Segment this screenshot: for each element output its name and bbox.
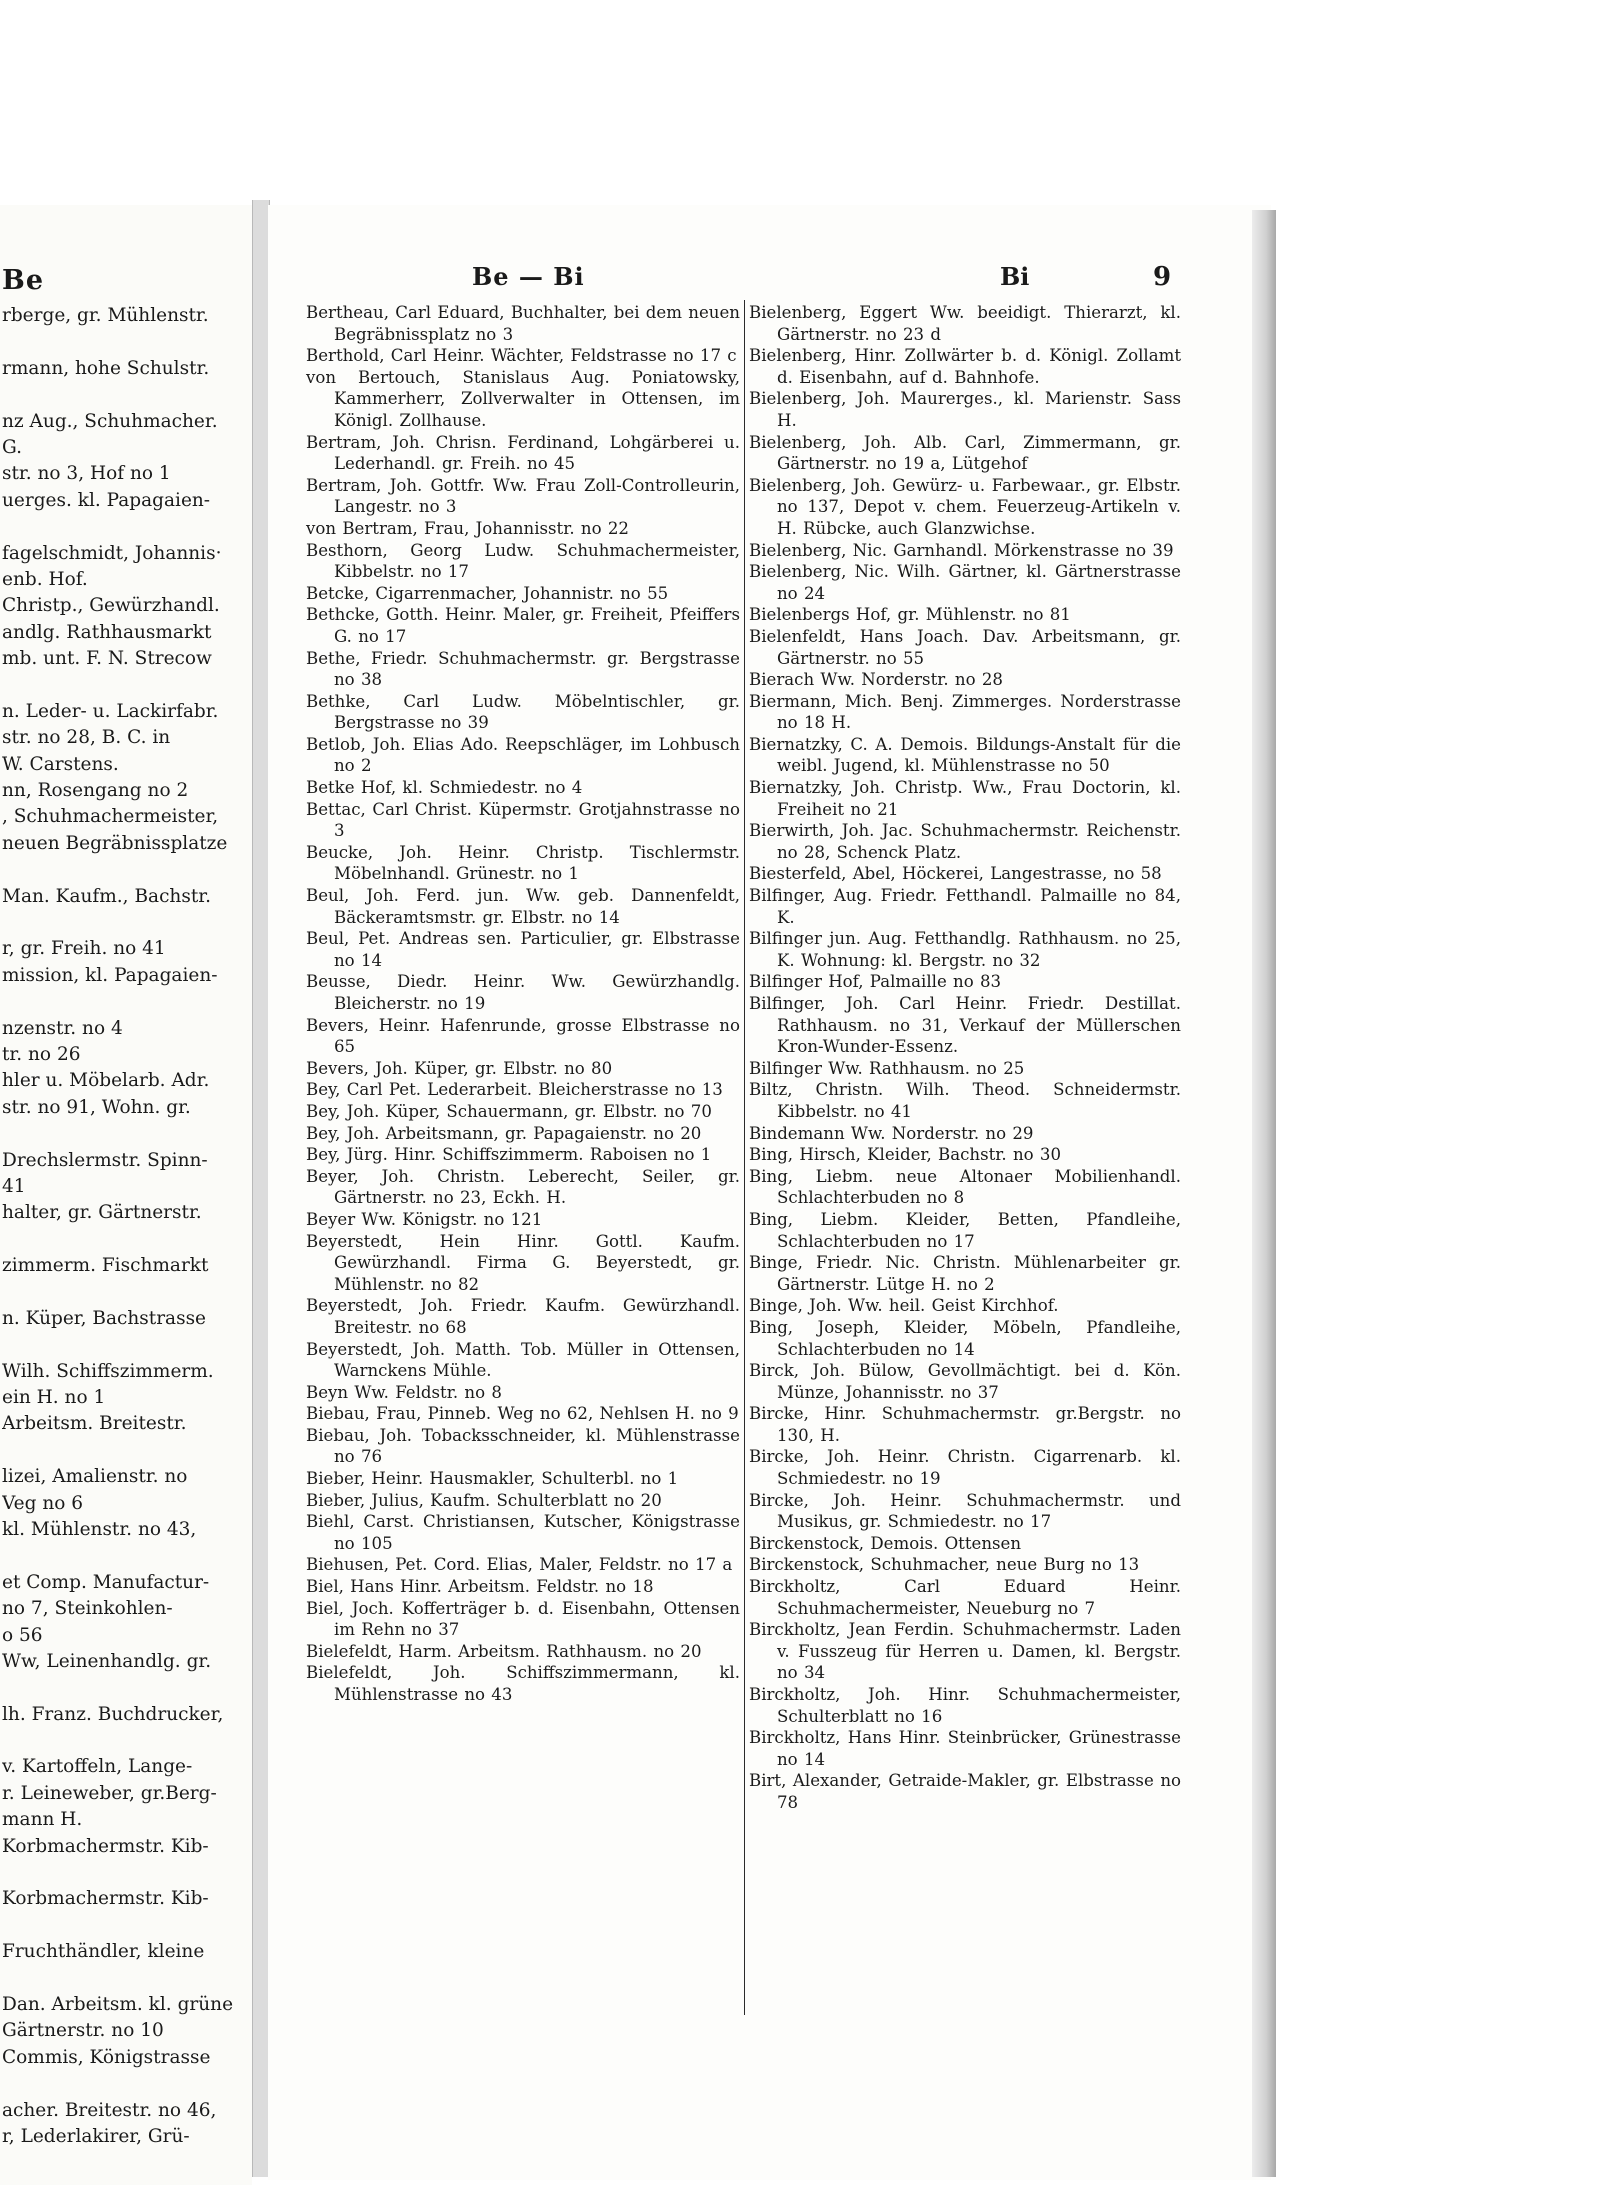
directory-entry: Besthorn, Georg Ludw. Schuhmachermeister, Kibbelstr. no 17 bbox=[306, 540, 740, 582]
directory-entry: Betlob, Joh. Elias Ado. Reepschläger, im Lohbusch no 2 bbox=[306, 734, 740, 776]
directory-entry: Beyer Ww. Königstr. no 121 bbox=[306, 1209, 543, 1229]
directory-entry: Beucke, Joh. Heinr. Christp. Tischlermstr. Möbelnhandl. Grünestr. no 1 bbox=[306, 842, 740, 884]
directory-entry: Bielenberg, Nic. Wilh. Gärtner, kl. Gärtnerstrasse no 24 bbox=[749, 562, 1181, 603]
left-page-line: W. Carstens. bbox=[2, 753, 119, 775]
directory-entry: Beul, Pet. Andreas sen. Particulier, gr. Elbstrasse no 14 bbox=[306, 929, 740, 970]
directory-entry: Birckenstock, Schuhmacher, neue Burg no 13 bbox=[749, 1555, 1140, 1575]
directory-entry: Beul, Joh. Ferd. jun. Ww. geb. Dannenfeldt, Bäckeramtsmstr. gr. Elbstr. no 14 bbox=[306, 886, 740, 927]
left-page-line: rberge, gr. Mühlenstr. bbox=[2, 305, 209, 326]
left-page-line: nz Aug., Schuhmacher. bbox=[2, 410, 218, 432]
directory-entry: Bielefeldt, Joh. Schiffszimmermann, kl. Mühlenstrasse no 43 bbox=[306, 1663, 740, 1704]
left-page-line: Dan. Arbeitsm. kl. grüne bbox=[2, 1994, 234, 2015]
directory-entry: Bilfinger Hof, Palmaille no 83 bbox=[749, 972, 1002, 992]
directory-entry: Bertheau, Carl Eduard, Buchhalter, bei dem neuen Begräbnissplatz no 3 bbox=[306, 303, 740, 344]
left-page-line bbox=[2, 514, 250, 540]
left-page-line: Korbmachermstr. Kib- bbox=[2, 1888, 209, 1910]
directory-entry: Biel, Hans Hinr. Arbeitsm. Feldstr. no 18 bbox=[306, 1577, 654, 1597]
directory-entry: Beyerstedt, Joh. Matth. Tob. Müller in Ottensen, Warnckens Mühle. bbox=[306, 1339, 740, 1381]
left-page-line: Veg no 6 bbox=[2, 1492, 84, 1514]
directory-column-left bbox=[306, 302, 740, 1706]
left-page-line bbox=[2, 857, 250, 883]
left-page-line: ein H. no 1 bbox=[2, 1387, 106, 1409]
left-page-line bbox=[2, 2071, 250, 2097]
left-page-line bbox=[2, 1279, 250, 1305]
directory-entry: Bettac, Carl Christ. Küpermstr. Grotjahnstrasse no 3 bbox=[306, 799, 740, 841]
directory-entry: von Bertouch, Stanislaus Aug. Poniatowsky, Kammerherr, Zollverwalter in Ottensen, im Königl. Zollhause. bbox=[306, 367, 740, 430]
directory-entry: Biermann, Mich. Benj. Zimmerges. Norderstrasse no 18 H. bbox=[749, 691, 1181, 733]
directory-entry: Birckholtz, Joh. Hinr. Schuhmachermeister, Schulterblatt no 16 bbox=[749, 1685, 1181, 1726]
directory-entry: Bertram, Joh. Gottfr. Ww. Frau Zoll-Controlleurin, Langestr. no 3 bbox=[306, 475, 740, 517]
running-header-range: Be — Bi bbox=[472, 262, 585, 291]
directory-entry: Bing, Hirsch, Kleider, Bachstr. no 30 bbox=[749, 1145, 1062, 1165]
directory-entry: Biebau, Frau, Pinneb. Weg no 62, Nehlsen H. no 9 bbox=[306, 1404, 739, 1424]
left-page-line bbox=[2, 1121, 250, 1147]
left-page-line: enb. Hof. bbox=[2, 568, 88, 590]
directory-entry: Bevers, Joh. Küper, gr. Elbstr. no 80 bbox=[306, 1058, 613, 1078]
directory-entry: Bing, Liebm. neue Altonaer Mobilienhandl. Schlachterbuden no 8 bbox=[749, 1166, 1181, 1208]
directory-entry: Beyn Ww. Feldstr. no 8 bbox=[306, 1382, 502, 1402]
left-page-line: kl. Mühlenstr. no 43, bbox=[2, 1518, 197, 1540]
left-page-line: acher. Breitestr. no 46, bbox=[2, 2099, 217, 2121]
left-page-line bbox=[2, 1332, 250, 1358]
left-page-line: r, gr. Freih. no 41 bbox=[2, 938, 166, 960]
left-page-line: mb. unt. F. N. Strecow bbox=[2, 648, 212, 670]
column-divider bbox=[744, 300, 745, 2015]
previous-page-fragment bbox=[0, 205, 252, 2185]
page-edge-shadow bbox=[1252, 210, 1276, 2177]
left-page-line bbox=[2, 1728, 250, 1754]
directory-entry: Biehl, Carst. Christiansen, Kutscher, Königstrasse no 105 bbox=[306, 1512, 740, 1553]
left-page-line: andlg. Rathhausmarkt bbox=[2, 621, 212, 643]
left-page-line bbox=[2, 1438, 250, 1464]
left-page-line: zimmerm. Fischmarkt bbox=[2, 1255, 209, 1277]
directory-entry: Birck, Joh. Bülow, Gevollmächtigt. bei d. Kön. Münze, Johannisstr. no 37 bbox=[749, 1361, 1181, 1402]
left-page-line: et Comp. Manufactur- bbox=[2, 1571, 210, 1593]
directory-entry: Bielenberg, Joh. Gewürz- u. Farbewaar., gr. Elbstr. no 137, Depot v. chem. Feuerzeug-Artikeln v. H. Rübcke, auch Glanzwichse. bbox=[749, 475, 1181, 538]
directory-entry: Bielenbergs Hof, gr. Mühlenstr. no 81 bbox=[749, 605, 1071, 625]
left-page-line: nn, Rosengang no 2 bbox=[2, 780, 189, 802]
directory-entry: Bieber, Julius, Kaufm. Schulterblatt no 20 bbox=[306, 1490, 662, 1510]
left-page-line: , Schuhmachermeister, bbox=[2, 806, 219, 828]
directory-entry: Bilfinger Ww. Rathhausm. no 25 bbox=[749, 1058, 1025, 1078]
left-page-line bbox=[2, 1913, 250, 1939]
left-page-line: Ww, Leinenhandlg. gr. bbox=[2, 1650, 212, 1672]
directory-entry: Bey, Carl Pet. Lederarbeit. Bleicherstrasse no 13 bbox=[306, 1080, 723, 1100]
left-page-line bbox=[2, 1966, 250, 1992]
directory-entry: Birckenstock, Demois. Ottensen bbox=[749, 1533, 1022, 1553]
directory-entry: Bilfinger jun. Aug. Fetthandlg. Rathhausm. no 25, K. Wohnung: kl. Bergstr. no 32 bbox=[749, 929, 1181, 970]
left-page-line bbox=[2, 382, 250, 408]
left-page-line: lizei, Amalienstr. no bbox=[2, 1466, 188, 1488]
directory-entry: Binge, Joh. Ww. heil. Geist Kirchhof. bbox=[749, 1296, 1059, 1316]
directory-entry: Bethe, Friedr. Schuhmachermstr. gr. Bergstrasse no 38 bbox=[306, 648, 740, 690]
directory-entry: Bieber, Heinr. Hausmakler, Schulterbl. no 1 bbox=[306, 1469, 679, 1489]
left-page-line bbox=[2, 1543, 250, 1569]
directory-entry: Bevers, Heinr. Hafenrunde, grosse Elbstrasse no 65 bbox=[306, 1015, 740, 1057]
left-page-line: o 56 bbox=[2, 1624, 43, 1646]
left-page-line bbox=[2, 989, 250, 1015]
directory-entry: Biel, Joch. Kofferträger b. d. Eisenbahn, Ottensen im Rehn no 37 bbox=[306, 1598, 740, 1640]
directory-entry: Beusse, Diedr. Heinr. Ww. Gewürzhandlg. Bleicherstr. no 19 bbox=[306, 972, 740, 1013]
directory-entry: Bierach Ww. Norderstr. no 28 bbox=[749, 670, 1003, 690]
left-page-line bbox=[2, 910, 250, 936]
directory-entry: Bielenberg, Hinr. Zollwärter b. d. Königl. Zollamt d. Eisenbahn, auf d. Bahnhofe. bbox=[749, 346, 1181, 387]
directory-entry: Bierwirth, Joh. Jac. Schuhmachermstr. Reichenstr. no 28, Schenck Platz. bbox=[749, 821, 1181, 862]
left-page-line: mann H. bbox=[2, 1809, 83, 1831]
left-page-line: tr. no 26 bbox=[2, 1043, 81, 1065]
directory-entry: Birckholtz, Hans Hinr. Steinbrücker, Grünestrasse no 14 bbox=[749, 1728, 1181, 1769]
directory-entry: Berthold, Carl Heinr. Wächter, Feldstrasse no 17 c bbox=[306, 346, 737, 366]
running-header-right: Bi bbox=[1000, 262, 1030, 291]
left-page-line: uerges. kl. Papagaien- bbox=[2, 489, 211, 511]
left-page-line: fagelschmidt, Johannis· bbox=[2, 542, 222, 564]
directory-entry: Bielenberg, Joh. Alb. Carl, Zimmermann, gr. Gärtnerstr. no 19 a, Lütgehof bbox=[749, 432, 1181, 474]
left-page-line bbox=[2, 1675, 250, 1701]
left-page-line: Wilh. Schiffszimmerm. bbox=[2, 1360, 214, 1382]
left-page-line: v. Kartoffeln, Lange- bbox=[2, 1756, 193, 1778]
left-page-line bbox=[2, 329, 250, 355]
directory-entry: Beyer, Joh. Christn. Leberecht, Seiler, gr. Gärtnerstr. no 23, Eckh. H. bbox=[306, 1166, 740, 1208]
left-page-line: lh. Franz. Buchdrucker, bbox=[2, 1703, 224, 1725]
left-page-line: G. bbox=[2, 436, 22, 458]
directory-entry: Betcke, Cigarrenmacher, Johannistr. no 55 bbox=[306, 583, 669, 603]
directory-entry: Biebau, Joh. Tobacksschneider, kl. Mühlenstrasse no 76 bbox=[306, 1425, 740, 1467]
left-page-line: str. no 91, Wohn. gr. bbox=[2, 1096, 191, 1118]
directory-entry: Bielenfeldt, Hans Joach. Dav. Arbeitsmann, gr. Gärtnerstr. no 55 bbox=[749, 626, 1181, 668]
directory-entry: Bey, Jürg. Hinr. Schiffszimmerm. Raboisen no 1 bbox=[306, 1145, 712, 1165]
directory-entry: Biehusen, Pet. Cord. Elias, Maler, Feldstr. no 17 a bbox=[306, 1555, 733, 1575]
left-page-line: Man. Kaufm., Bachstr. bbox=[2, 885, 211, 907]
directory-entry: Bilfinger, Aug. Friedr. Fetthandl. Palmaille no 84, K. bbox=[749, 886, 1181, 927]
directory-entry: von Bertram, Frau, Johannisstr. no 22 bbox=[306, 518, 629, 538]
left-page-line bbox=[2, 1227, 250, 1253]
directory-entry: Biernatzky, C. A. Demois. Bildungs-Anstalt für die weibl. Jugend, kl. Mühlenstrasse no 50 bbox=[749, 734, 1181, 776]
left-page-line: nzenstr. no 4 bbox=[2, 1017, 123, 1039]
directory-entry: Bircke, Hinr. Schuhmachermstr. gr.Bergstr. no 130, H. bbox=[749, 1404, 1181, 1445]
left-page-line: r. Leineweber, gr.Berg- bbox=[2, 1782, 217, 1804]
directory-entry: Biltz, Christn. Wilh. Theod. Schneidermstr. Kibbelstr. no 41 bbox=[749, 1080, 1181, 1121]
directory-entry: Beyerstedt, Joh. Friedr. Kaufm. Gewürzhandl. Breitestr. no 68 bbox=[306, 1296, 740, 1337]
directory-entry: Bertram, Joh. Chrisn. Ferdinand, Lohgärberei u. Lederhandl. gr. Freih. no 45 bbox=[306, 432, 740, 474]
page-number: 9 bbox=[1153, 262, 1172, 292]
directory-entry: Betke Hof, kl. Schmiedestr. no 4 bbox=[306, 778, 583, 798]
left-page-line: str. no 3, Hof no 1 bbox=[2, 463, 171, 485]
left-page-line bbox=[2, 672, 250, 698]
left-page-header: Be bbox=[2, 265, 44, 296]
directory-entry: Bircke, Joh. Heinr. Schuhmachermstr. und Musikus, gr. Schmiedestr. no 17 bbox=[749, 1490, 1181, 1532]
left-page-line: Fruchthändler, kleine bbox=[2, 1941, 205, 1963]
left-page-line: Gärtnerstr. no 10 bbox=[2, 2020, 164, 2042]
directory-entry: Bilfinger, Joh. Carl Heinr. Friedr. Destillat. Rathhausm. no 31, Verkauf der Müllerschen Kron-Wunder-Essenz. bbox=[749, 994, 1181, 1057]
directory-entry: Bethke, Carl Ludw. Möbelntischler, gr. Bergstrasse no 39 bbox=[306, 691, 740, 733]
left-page-lines bbox=[2, 303, 250, 2150]
left-page-line: Christp., Gewürzhandl. bbox=[2, 595, 220, 617]
directory-column-right bbox=[749, 302, 1181, 1814]
directory-entry: Bindemann Ww. Norderstr. no 29 bbox=[749, 1123, 1034, 1143]
left-page-line: str. no 28, B. C. in bbox=[2, 727, 171, 749]
left-page-line: 41 bbox=[2, 1175, 26, 1197]
directory-entry: Bielefeldt, Harm. Arbeitsm. Rathhausm. no 20 bbox=[306, 1641, 702, 1661]
directory-entry: Bielenberg, Eggert Ww. beeidigt. Thierarzt, kl. Gärtnerstr. no 23 d bbox=[749, 303, 1181, 344]
left-page-line: r, Lederlakirer, Grü- bbox=[2, 2125, 190, 2147]
directory-entry: Bing, Joseph, Kleider, Möbeln, Pfandleihe, Schlachterbuden no 14 bbox=[749, 1317, 1181, 1359]
left-page-line: n. Leder- u. Lackirfabr. bbox=[2, 700, 219, 722]
directory-entry: Biernatzky, Joh. Christp. Ww., Frau Doctorin, kl. Freiheit no 21 bbox=[749, 778, 1181, 819]
left-page-line: n. Küper, Bachstrasse bbox=[2, 1307, 207, 1329]
directory-entry: Binge, Friedr. Nic. Christn. Mühlenarbeiter gr. Gärtnerstr. Lütge H. no 2 bbox=[749, 1253, 1181, 1294]
left-page-line: neuen Begräbnissplatze bbox=[2, 832, 228, 854]
left-page-line: Commis, Königstrasse bbox=[2, 2046, 211, 2068]
left-page-line: halter, gr. Gärtnerstr. bbox=[2, 1202, 202, 1224]
left-page-line: Arbeitsm. Breitestr. bbox=[2, 1413, 187, 1435]
left-page-line: rmann, hohe Schulstr. bbox=[2, 357, 210, 379]
left-page-line: hler u. Möbelarb. Adr. bbox=[2, 1070, 210, 1092]
left-page-line: Drechslermstr. Spinn- bbox=[2, 1149, 208, 1171]
directory-entry: Birckholtz, Jean Ferdin. Schuhmachermstr. Laden v. Fusszeug für Herren u. Damen, kl. Bergstr. no 34 bbox=[749, 1620, 1181, 1683]
left-page-line bbox=[2, 1860, 250, 1886]
directory-entry: Bey, Joh. Küper, Schauermann, gr. Elbstr. no 70 bbox=[306, 1101, 712, 1121]
directory-entry: Bing, Liebm. Kleider, Betten, Pfandleihe, Schlachterbuden no 17 bbox=[749, 1209, 1181, 1251]
directory-entry: Beyerstedt, Hein Hinr. Gottl. Kaufm. Gewürzhandl. Firma G. Beyerstedt, gr. Mühlenstr. no 82 bbox=[306, 1231, 740, 1294]
directory-entry: Bethcke, Gotth. Heinr. Maler, gr. Freiheit, Pfeiffers G. no 17 bbox=[306, 605, 740, 646]
directory-entry: Bielenberg, Joh. Maurerges., kl. Marienstr. Sass H. bbox=[749, 389, 1181, 430]
directory-entry: Bielenberg, Nic. Garnhandl. Mörkenstrasse no 39 bbox=[749, 540, 1174, 560]
directory-entry: Biesterfeld, Abel, Höckerei, Langestrasse, no 58 bbox=[749, 864, 1162, 884]
left-page-line: mission, kl. Papagaien- bbox=[2, 964, 218, 986]
left-page-line: Korbmachermstr. Kib- bbox=[2, 1835, 209, 1857]
directory-entry: Bircke, Joh. Heinr. Christn. Cigarrenarb. kl. Schmiedestr. no 19 bbox=[749, 1447, 1181, 1489]
left-page-line: no 7, Steinkohlen- bbox=[2, 1598, 173, 1620]
directory-entry: Bey, Joh. Arbeitsmann, gr. Papagaienstr. no 20 bbox=[306, 1123, 702, 1143]
directory-entry: Birckholtz, Carl Eduard Heinr. Schuhmachermeister, Neueburg no 7 bbox=[749, 1577, 1181, 1618]
directory-entry: Birt, Alexander, Getraide-Makler, gr. Elbstrasse no 78 bbox=[749, 1771, 1181, 1812]
